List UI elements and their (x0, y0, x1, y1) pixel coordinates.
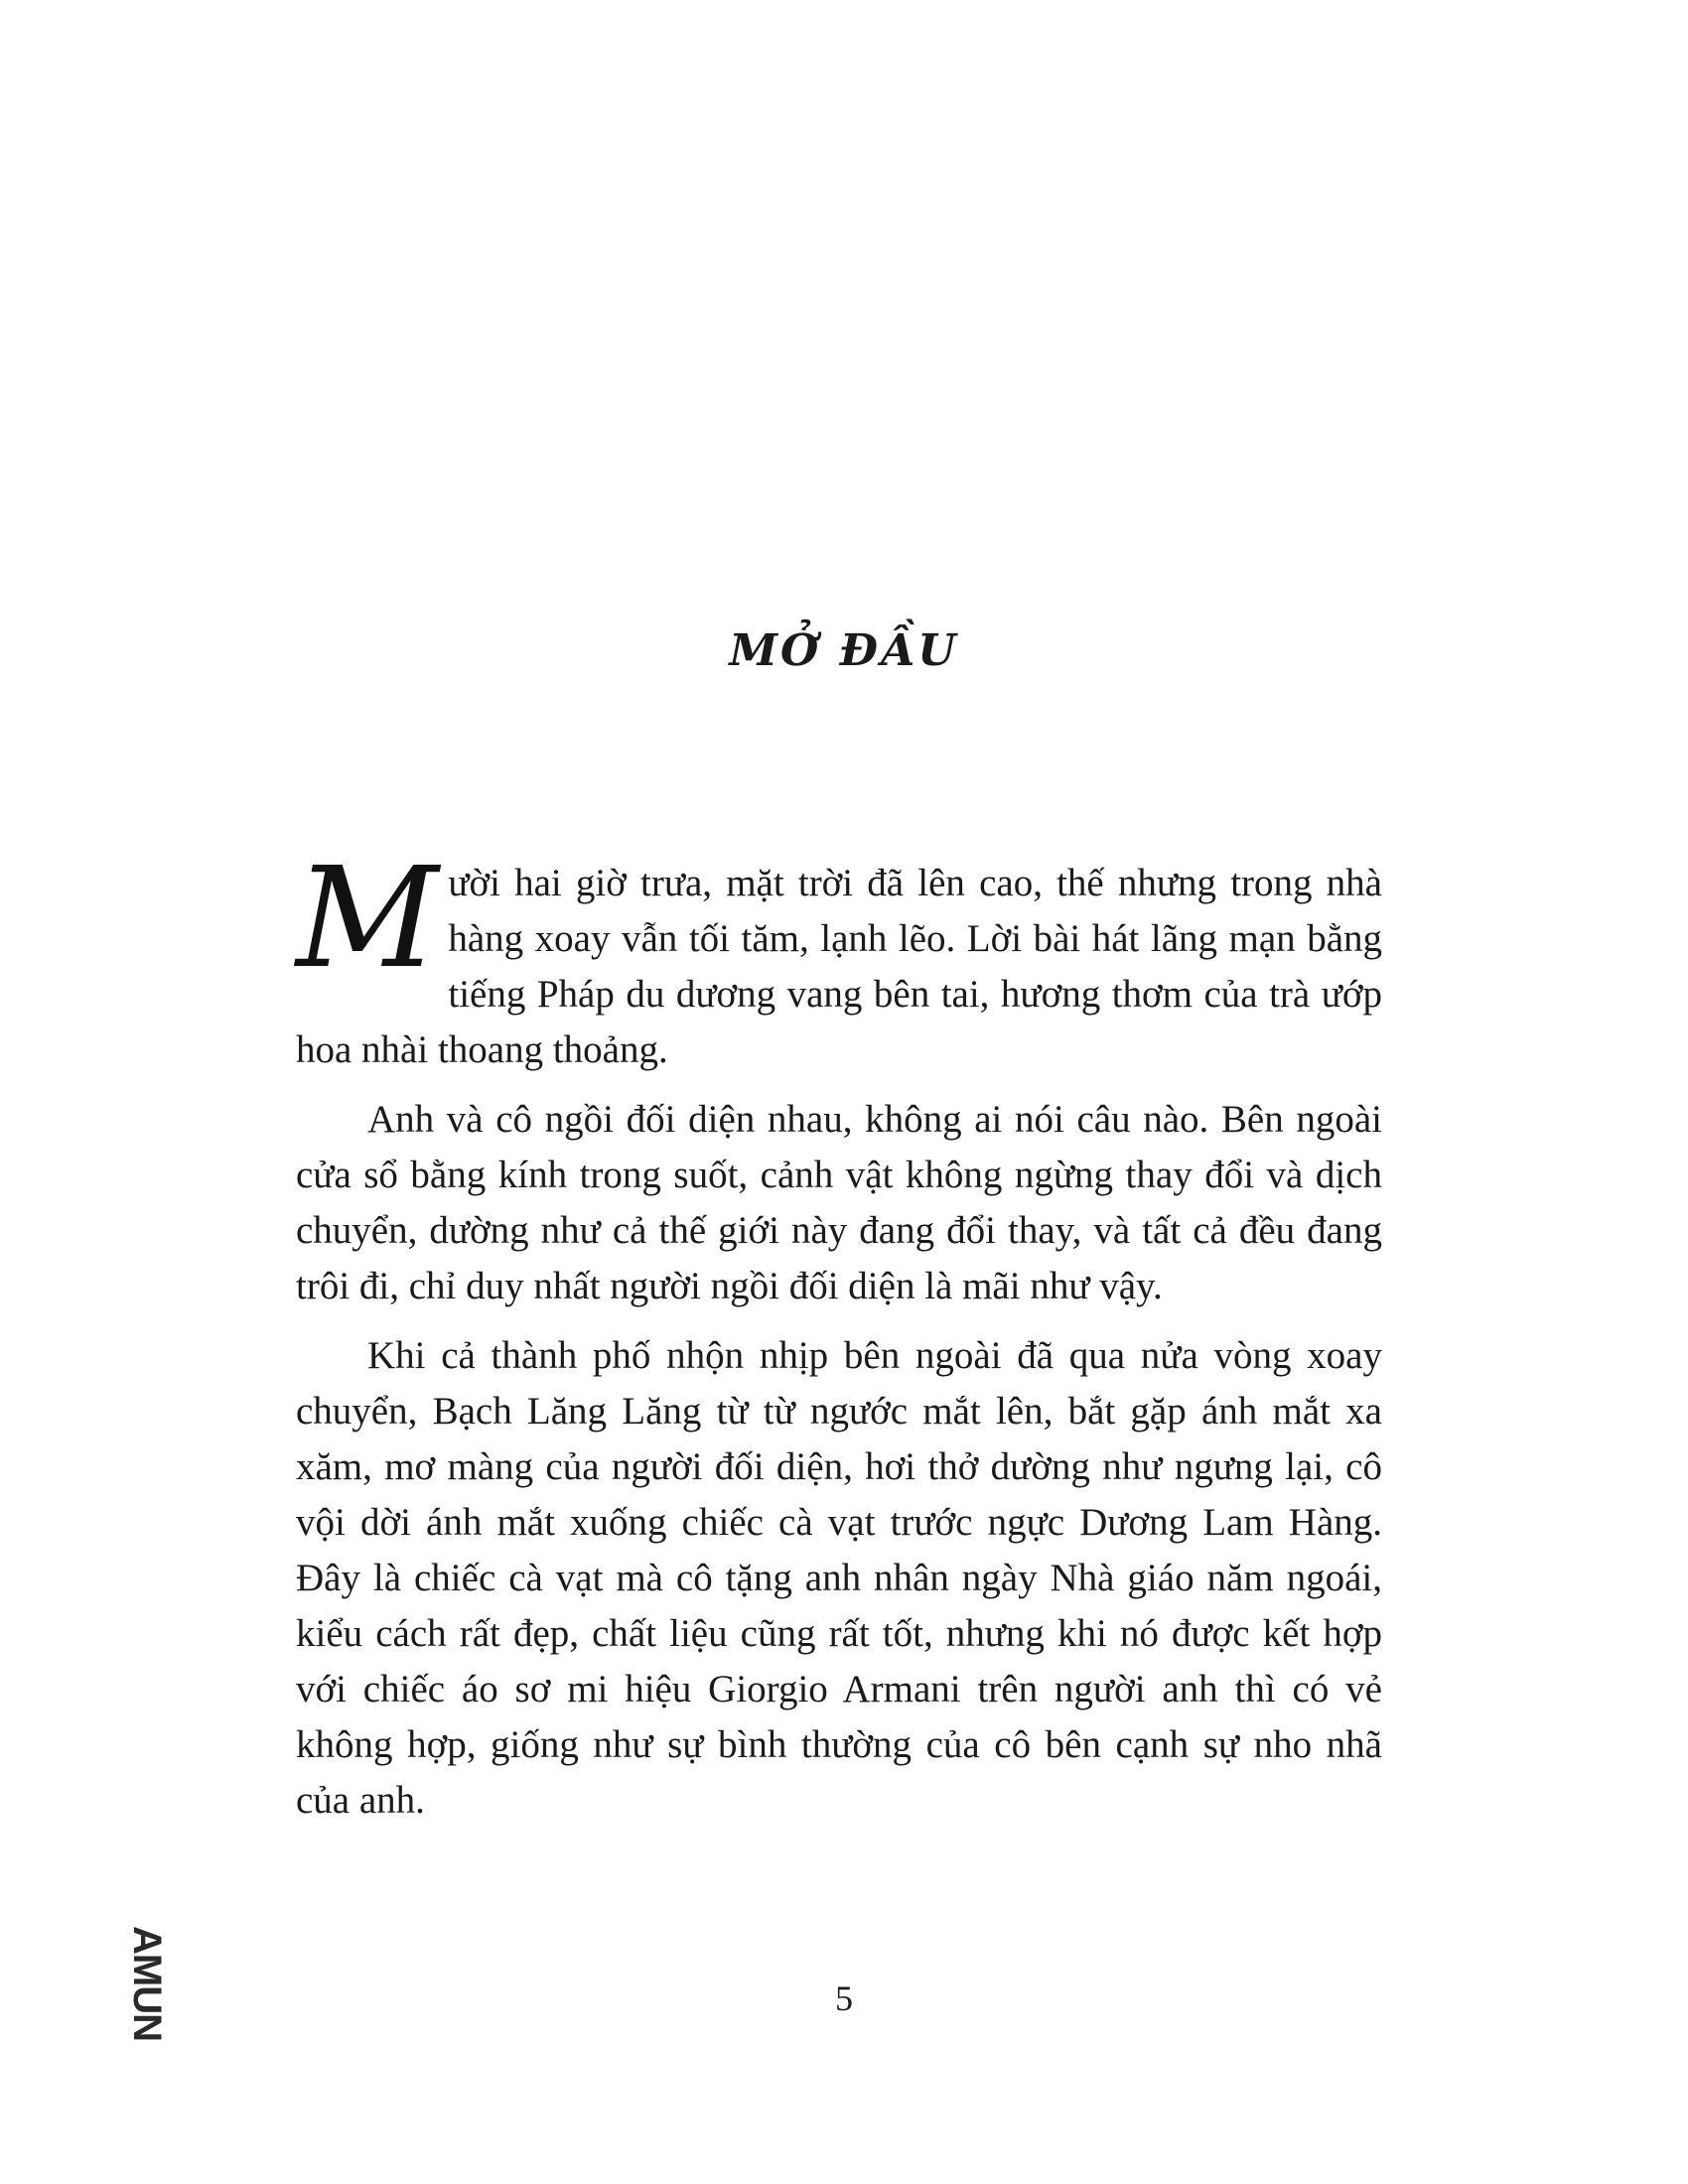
paragraph-1 (296, 838, 1382, 1078)
drop-cap: M (296, 838, 439, 1000)
paragraph-1-text: ười hai giờ trưa, mặt trời đã lên cao, thế nhưng trong nhà hàng xoay vẫn tối tăm, lạnh lẽo. Lời bài hát lãng mạn bằng tiếng Pháp du dương vang bên tai, hương thơm của trà ướp hoa nhài thoang thoảng. (296, 862, 1382, 1071)
paragraph-2: Anh và cô ngồi đối diện nhau, không ai nói câu nào. Bên ngoài cửa sổ bằng kính trong suốt, cảnh vật không ngừng thay đổi và dịch chuyển, dường như cả thế giới này đang đổi thay, và tất cả đều đang trôi đi, chỉ duy nhất người ngồi đối diện là mãi như vậy. (296, 1098, 1382, 1307)
page-number: 5 (835, 1979, 853, 2018)
publisher-logo: AMUN (125, 1926, 169, 2041)
paragraph-3: Khi cả thành phố nhộn nhịp bên ngoài đã qua nửa vòng xoay chuyển, Bạch Lăng Lăng từ từ ngước mắt lên, bắt gặp ánh mắt xa xăm, mơ màng của người đối diện, hơi thở dường như ngưng lại, cô vội dời ánh mắt xuống chiếc cà vạt trước ngực Dương Lam Hàng. Đây là chiếc cà vạt mà cô tặng anh nhân ngày Nhà giáo năm ngoái, kiểu cách rất đẹp, chất liệu cũng rất tốt, nhưng khi nó được kết hợp với chiếc áo sơ mi hiệu Giorgio Armani trên người anh thì có vẻ không hợp, giống như sự bình thường của cô bên cạnh sự nho nhã của anh. (296, 1334, 1382, 1822)
chapter-title: MỞ ĐẦU (729, 625, 959, 676)
chapter-body (296, 838, 1382, 1843)
